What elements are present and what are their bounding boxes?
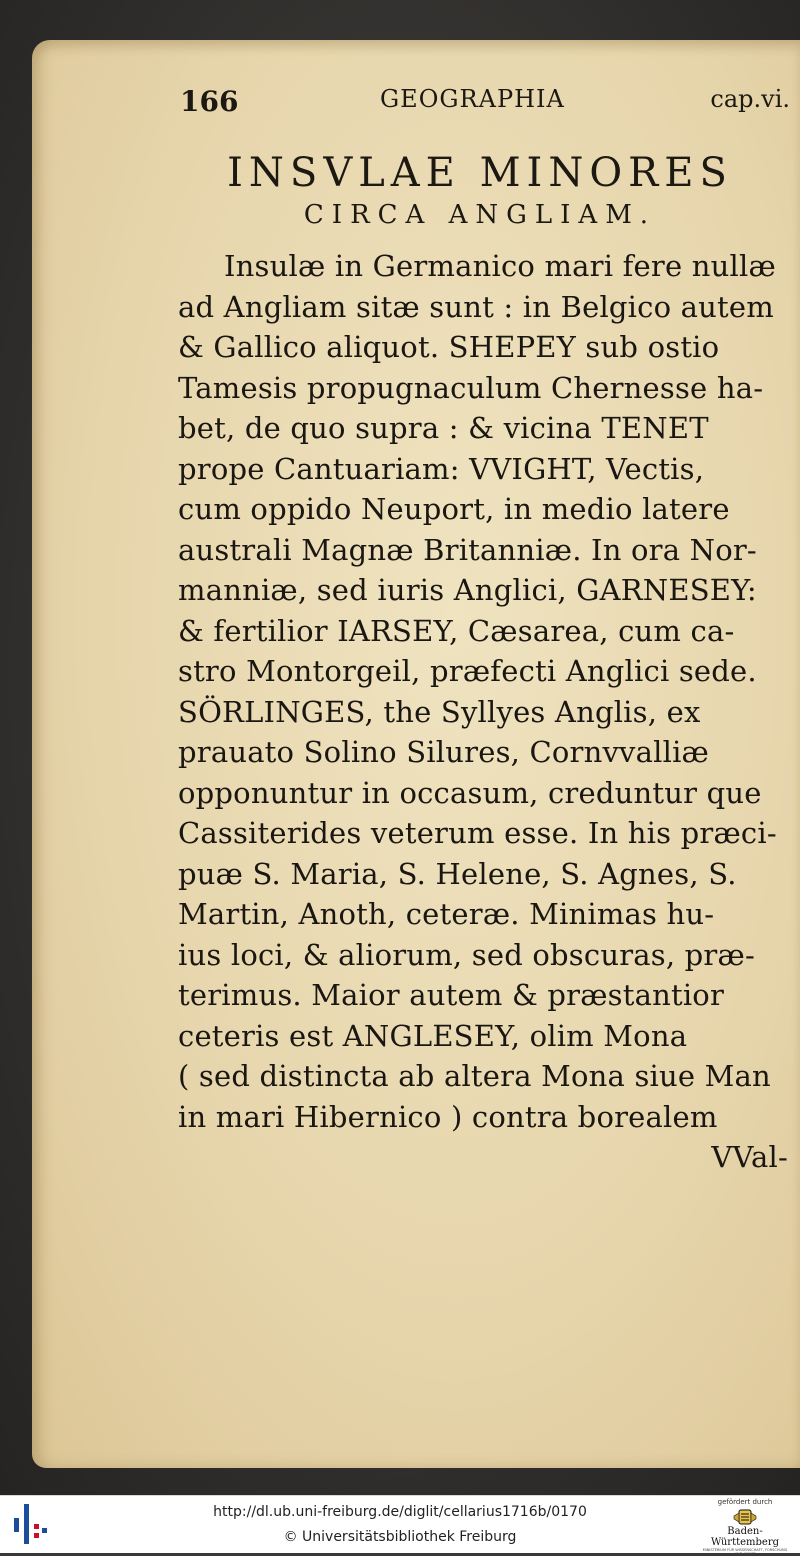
text-line: Insulæ in Germanico mari fere nullæ: [224, 249, 776, 283]
text-line: manniæ, sed iuris Anglici, GARNESEY:: [178, 573, 757, 607]
text-line: Tamesis propugnaculum Chernesse ha-: [178, 370, 764, 405]
section-subtitle: CIRCA ANGLIAM.: [303, 200, 657, 230]
running-title: GEOGRAPHIA: [380, 85, 565, 113]
body-text: [178, 246, 798, 1178]
text-line: australi Magnæ Britanniæ. In ora Nor-: [178, 532, 757, 567]
text-line: ad Angliam sitæ sunt : in Belgico autem: [178, 289, 774, 324]
state-crest-icon: [732, 1508, 758, 1526]
text-line: & Gallico aliquot. SHEPEY sub ostio: [178, 330, 720, 364]
text-line: bet, de quo supra : & vicina TENET: [178, 411, 709, 445]
text-line: ceteris est ANGLESEY, olim Mona: [178, 1018, 688, 1053]
section-title: INSVLAE MINORES: [227, 150, 733, 196]
text-line: prauato Solino Silures, Cornvvalliæ: [178, 735, 710, 769]
text-line: ius loci, & aliorum, sed obscuras, præ-: [178, 937, 755, 972]
text-line: in mari Hibernico ) contra borealem: [178, 1099, 718, 1134]
catchword: VVal-: [711, 1140, 788, 1174]
text-line: prope Cantuariam: VVIGHT, Vectis,: [178, 451, 705, 486]
text-line: terimus. Maior autem & præstantior: [178, 978, 725, 1012]
text-line: opponuntur in occasum, creduntur que: [178, 775, 762, 810]
page-number: 166: [180, 85, 239, 118]
copyright-notice: © Universitätsbibliothek Freiburg: [283, 1529, 517, 1545]
viewer-footer: [0, 1495, 800, 1556]
running-head: [170, 85, 790, 125]
text-line: ( sed distincta ab altera Mona siue Man: [178, 1059, 771, 1093]
text-line: Martin, Anoth, ceteræ. Minimas hu-: [178, 897, 715, 931]
text-line: & fertilior IARSEY, Cæsarea, cum ca-: [178, 613, 735, 648]
sponsor-caption: gefördert durch: [717, 1498, 773, 1506]
sponsor-name: Baden-Württemberg: [710, 1526, 780, 1548]
chapter-label: cap.vi.: [710, 85, 790, 113]
text-line: Cassiterides veterum esse. In his præci-: [178, 816, 777, 850]
document-url-link[interactable]: http://dl.ub.uni-freiburg.de/diglit/cellarius1716b/0170: [213, 1504, 587, 1520]
text-line: puæ S. Maria, S. Helene, S. Agnes, S.: [178, 856, 737, 891]
sponsor-ministry: MINISTERIUM FÜR WISSENSCHAFT, FORSCHUNG UND KUNST: [702, 1548, 788, 1556]
text-line: stro Montorgeil, præfecti Anglici sede.: [178, 654, 757, 688]
text-line: SÖRLINGES, the Syllyes Anglis, ex: [178, 694, 701, 729]
text-line: cum oppido Neuport, in medio latere: [178, 492, 730, 526]
sponsor-badge[interactable]: [700, 1498, 790, 1556]
